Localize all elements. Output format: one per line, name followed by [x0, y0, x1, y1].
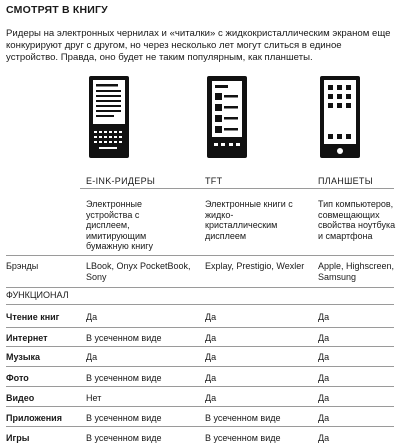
- brands-divider: [6, 255, 394, 256]
- brands-tablets: Apple, Highscreen, Samsung: [318, 261, 395, 282]
- row-cell: В усеченном виде: [205, 433, 281, 443]
- row-cell: В усеченном виде: [86, 333, 162, 343]
- row-cell: В усеченном виде: [86, 373, 162, 383]
- row-divider: [6, 366, 394, 367]
- brands-tft: Explay, Prestigio, Wexler: [205, 261, 305, 271]
- row-cell: Да: [318, 312, 330, 322]
- row-cell: В усеченном виде: [205, 413, 281, 423]
- row-cell: Да: [318, 352, 330, 362]
- e-ink-reader-icon: [89, 76, 129, 158]
- row-cell: Да: [205, 312, 217, 322]
- description-e-ink: Электронные устройства с дисплеем, имитирующим бумажную книгу: [86, 199, 154, 251]
- row-cell: Да: [205, 352, 217, 362]
- row-cell: В усеченном виде: [86, 433, 162, 443]
- row-cell: Да: [318, 433, 330, 443]
- row-cell: Да: [318, 413, 330, 423]
- row-divider: [6, 346, 394, 347]
- tablet-icon: [320, 76, 360, 158]
- row-divider: [6, 406, 394, 407]
- row-cell: Да: [86, 312, 98, 322]
- section-label: ФУНКЦИОНАЛ: [6, 290, 69, 300]
- row-cell: Да: [86, 352, 98, 362]
- row-divider: [6, 327, 394, 328]
- row-cell: Да: [318, 393, 330, 403]
- section-divider-top: [6, 287, 394, 288]
- brands-label: Брэнды: [6, 261, 39, 271]
- row-cell: Да: [205, 393, 217, 403]
- row-label: Фото: [6, 373, 29, 383]
- column-header-e-ink: E-INK-РИДЕРЫ: [86, 176, 156, 186]
- description-tft: Электронные книги с жидко-кристаллическим дисплеем: [205, 199, 293, 241]
- row-label: Музыка: [6, 352, 41, 362]
- row-cell: Да: [318, 333, 330, 343]
- column-header-tablets: ПЛАНШЕТЫ: [318, 176, 373, 186]
- row-cell: В усеченном виде: [86, 413, 162, 423]
- page-title: СМОТРЯТ В КНИГУ: [6, 4, 108, 16]
- row-label: Интернет: [6, 333, 48, 343]
- intro-text: Ридеры на электронных чернилах и «читалки» с жидкокристаллическим экраном еще конкурируют друг с другом, но через несколько лет могут слиться в единое устройство. Правда, оно будет не таким популярным, как планшеты.: [6, 28, 391, 63]
- row-label: Видео: [6, 393, 35, 403]
- description-tablets: Тип компьютеров, совмещающих свойства ноутбука и смартфона: [318, 199, 396, 241]
- row-cell: Да: [205, 333, 217, 343]
- row-divider: [6, 386, 394, 387]
- row-cell: Да: [318, 373, 330, 383]
- column-header-tft: TFT: [205, 176, 223, 186]
- section-divider-bottom: [6, 304, 394, 305]
- row-label: Приложения: [6, 413, 62, 423]
- row-cell: Да: [205, 373, 217, 383]
- row-label: Игры: [6, 433, 30, 443]
- tft-reader-icon: [207, 76, 247, 158]
- row-divider: [6, 426, 394, 427]
- row-label: Чтение книг: [6, 312, 60, 322]
- header-divider: [80, 188, 394, 189]
- row-cell: Нет: [86, 393, 102, 403]
- brands-e-ink: LBook, Onyx PocketBook, Sony: [86, 261, 191, 282]
